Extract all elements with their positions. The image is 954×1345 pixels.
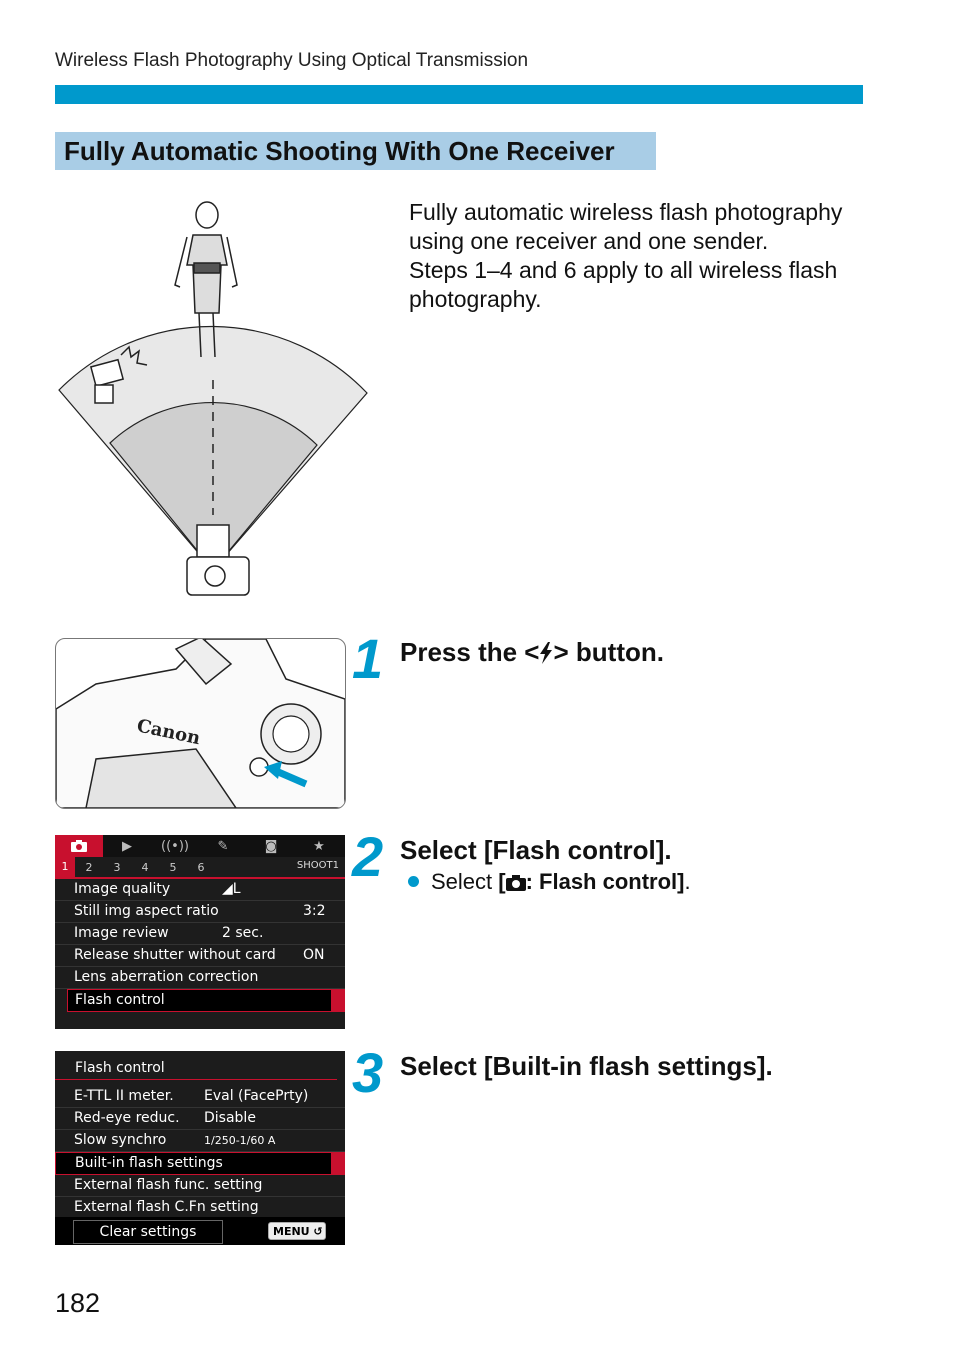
wireless-flash-diagram — [55, 195, 375, 605]
menu-row-value: Disable — [204, 1110, 256, 1126]
menu-row-label: Red-eye reduc. — [74, 1110, 180, 1126]
subtab[interactable]: 3 — [113, 860, 121, 874]
camera-tab-icon[interactable] — [55, 835, 103, 857]
menu-row[interactable] — [55, 1130, 345, 1152]
step-3-title: Select [Built-in flash settings]. — [400, 1051, 773, 1081]
menu-row[interactable] — [55, 923, 345, 945]
subtab[interactable]: 5 — [169, 860, 177, 874]
menu-row-selected[interactable] — [55, 1152, 345, 1175]
menu-row-label: Lens aberration correction — [74, 969, 259, 985]
menu-row-label: Image review — [74, 925, 169, 941]
menu-row-label: External flash C.Fn setting — [74, 1199, 259, 1215]
menu-row-value: 3:2 — [303, 903, 326, 919]
camera-brand-logo: Canon — [134, 715, 203, 750]
step-2-bullet — [408, 869, 691, 895]
menu-row-value: Eval (FacePrty) — [204, 1088, 309, 1104]
wireless-tab-icon[interactable]: ((•)) — [161, 838, 189, 854]
menu-row-label: Still img aspect ratio — [74, 903, 219, 919]
camera-photo — [55, 638, 346, 809]
shooting-menu-screen — [55, 835, 345, 1029]
menu-tab-bar — [55, 835, 345, 857]
menu-row-value: ◢L — [222, 881, 241, 897]
setup-tab-icon[interactable]: ✎ — [217, 838, 229, 854]
menu-row-value: 1/250-1/60 A — [204, 1134, 276, 1147]
menu-subtabs — [55, 857, 345, 879]
step-1-title — [400, 637, 664, 668]
mymenu-star-icon[interactable]: ★ — [313, 838, 325, 854]
menu-row[interactable] — [55, 945, 345, 967]
header-rule — [55, 85, 863, 104]
menu-row-value: ON — [303, 947, 325, 963]
menu-row-label: E-TTL II meter. — [74, 1088, 174, 1104]
menu-row-label: Slow synchro — [74, 1132, 167, 1148]
intro-line-2: Steps 1–4 and 6 apply to all wireless flash photography. — [409, 257, 838, 312]
menu-row[interactable] — [55, 1108, 345, 1130]
subtab[interactable]: 6 — [197, 860, 205, 874]
menu-row[interactable] — [55, 967, 345, 989]
menu-back-button[interactable]: MENU ↺ — [268, 1222, 326, 1240]
flash-control-menu-screen — [55, 1051, 345, 1245]
menu-row-selected[interactable] — [67, 989, 345, 1012]
intro-text — [409, 198, 879, 314]
menu-row-label: Built-in flash settings — [75, 1155, 223, 1171]
step-2-number: 2 — [352, 825, 384, 888]
bullet-text-post: . — [684, 869, 691, 894]
step-1-title-pre: Press the < — [400, 637, 540, 667]
menu-row-label: Release shutter without card — [74, 947, 276, 963]
subtab[interactable]: 1 — [55, 857, 75, 877]
menu-row-label: External flash func. setting — [74, 1177, 263, 1193]
clear-settings-button[interactable]: Clear settings — [73, 1220, 223, 1244]
step-1-number: 1 — [352, 627, 384, 690]
page-number: 182 — [55, 1288, 101, 1318]
camera-tab-inline-icon — [506, 875, 526, 891]
running-head: Wireless Flash Photography Using Optical Transmission — [55, 50, 529, 71]
menu-row[interactable] — [55, 879, 345, 901]
step-3-number: 3 — [352, 1041, 384, 1104]
menu-row-label: Flash control — [75, 992, 165, 1008]
menu-row[interactable] — [55, 1175, 345, 1197]
bullet-bracket: [ — [498, 869, 506, 894]
playback-tab-icon[interactable]: ▶ — [122, 838, 132, 854]
subtab[interactable]: 2 — [85, 860, 93, 874]
bullet-text-pre: Select — [431, 869, 499, 894]
intro-line-1: Fully automatic wireless flash photography using one receiver and one sender. — [409, 199, 843, 254]
menu-title: Flash control — [55, 1051, 337, 1080]
bullet-dot-icon — [408, 876, 419, 887]
step-2-title: Select [Flash control]. — [400, 835, 672, 865]
menu-row[interactable] — [55, 901, 345, 923]
custom-tab-icon[interactable]: ◙ — [264, 838, 278, 854]
subtab[interactable]: 4 — [141, 860, 149, 874]
step-1-title-post: > button. — [553, 637, 664, 667]
menu-row-value: 2 sec. — [222, 925, 264, 941]
menu-row-label: Image quality — [74, 881, 171, 897]
flash-bolt-icon — [539, 642, 553, 664]
section-heading: Fully Automatic Shooting With One Receiver — [55, 132, 656, 170]
menu-row[interactable] — [55, 1197, 345, 1219]
menu-row[interactable] — [55, 1086, 345, 1108]
menu-page-label: SHOOT1 — [296, 860, 339, 871]
menu-footer — [55, 1217, 345, 1245]
bullet-bold-text: : Flash control] — [525, 869, 685, 894]
